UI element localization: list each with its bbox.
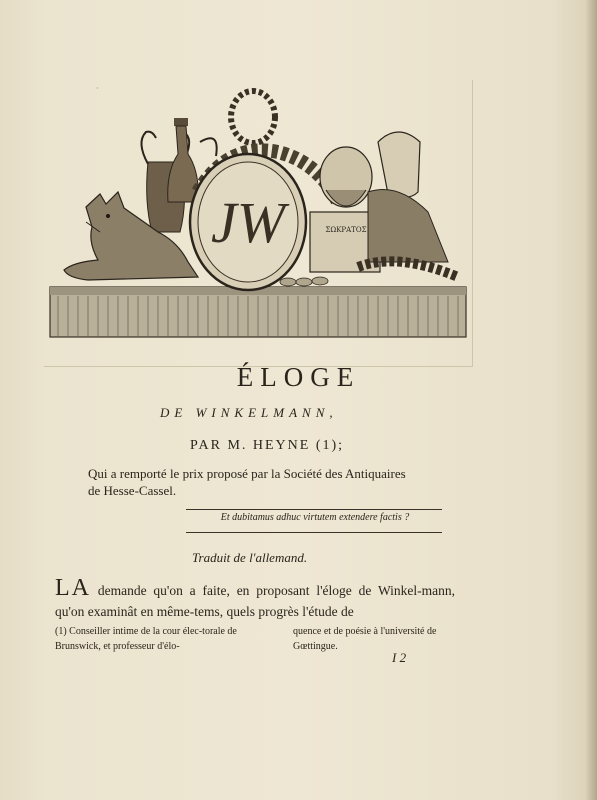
body-paragraph <box>55 575 455 622</box>
plinth <box>50 287 466 337</box>
page-edge-shadow <box>585 0 597 800</box>
stray-mark: · <box>96 84 99 93</box>
prize-note <box>88 465 468 499</box>
signature-mark: I 2 <box>392 650 407 665</box>
bust-inscription: ΣΩΚΡΑΤΟΣ <box>325 226 367 234</box>
author-line: PAR M. HEYNE (1); <box>190 438 345 453</box>
footnote-right: quence et de poésie à l'université de Gœttingue. <box>293 626 437 652</box>
egyptian-figure <box>368 132 448 262</box>
drop-cap: LA <box>55 575 91 601</box>
engraving-svg <box>48 82 468 342</box>
body-text: demande qu'on a faite, en proposant l'éloge de Winkel-mann, qu'on examinât en même-tems, quels progrès l'étude de <box>55 583 455 619</box>
coins <box>280 277 328 286</box>
footnote-left: (1) Conseiller intime de la cour élec-torale de Brunswick, et professeur d'élo- <box>55 626 237 652</box>
headpiece-engraving <box>48 82 468 342</box>
translation-note: Traduit de l'allemand. <box>192 550 308 565</box>
medallion-monogram: JW <box>210 190 286 255</box>
subtitle: DE WINKELMANN, <box>160 405 338 420</box>
medallion <box>190 154 306 290</box>
epigraph: Et dubitamus adhuc virtutem extendere factis ? <box>220 512 410 523</box>
prize-line-2: de Hesse-Cassel. <box>88 483 177 498</box>
prize-line-1: Qui a remporté le prix proposé par la Société des Antiquaires <box>88 466 406 481</box>
page-title: ÉLOGE <box>236 362 361 392</box>
